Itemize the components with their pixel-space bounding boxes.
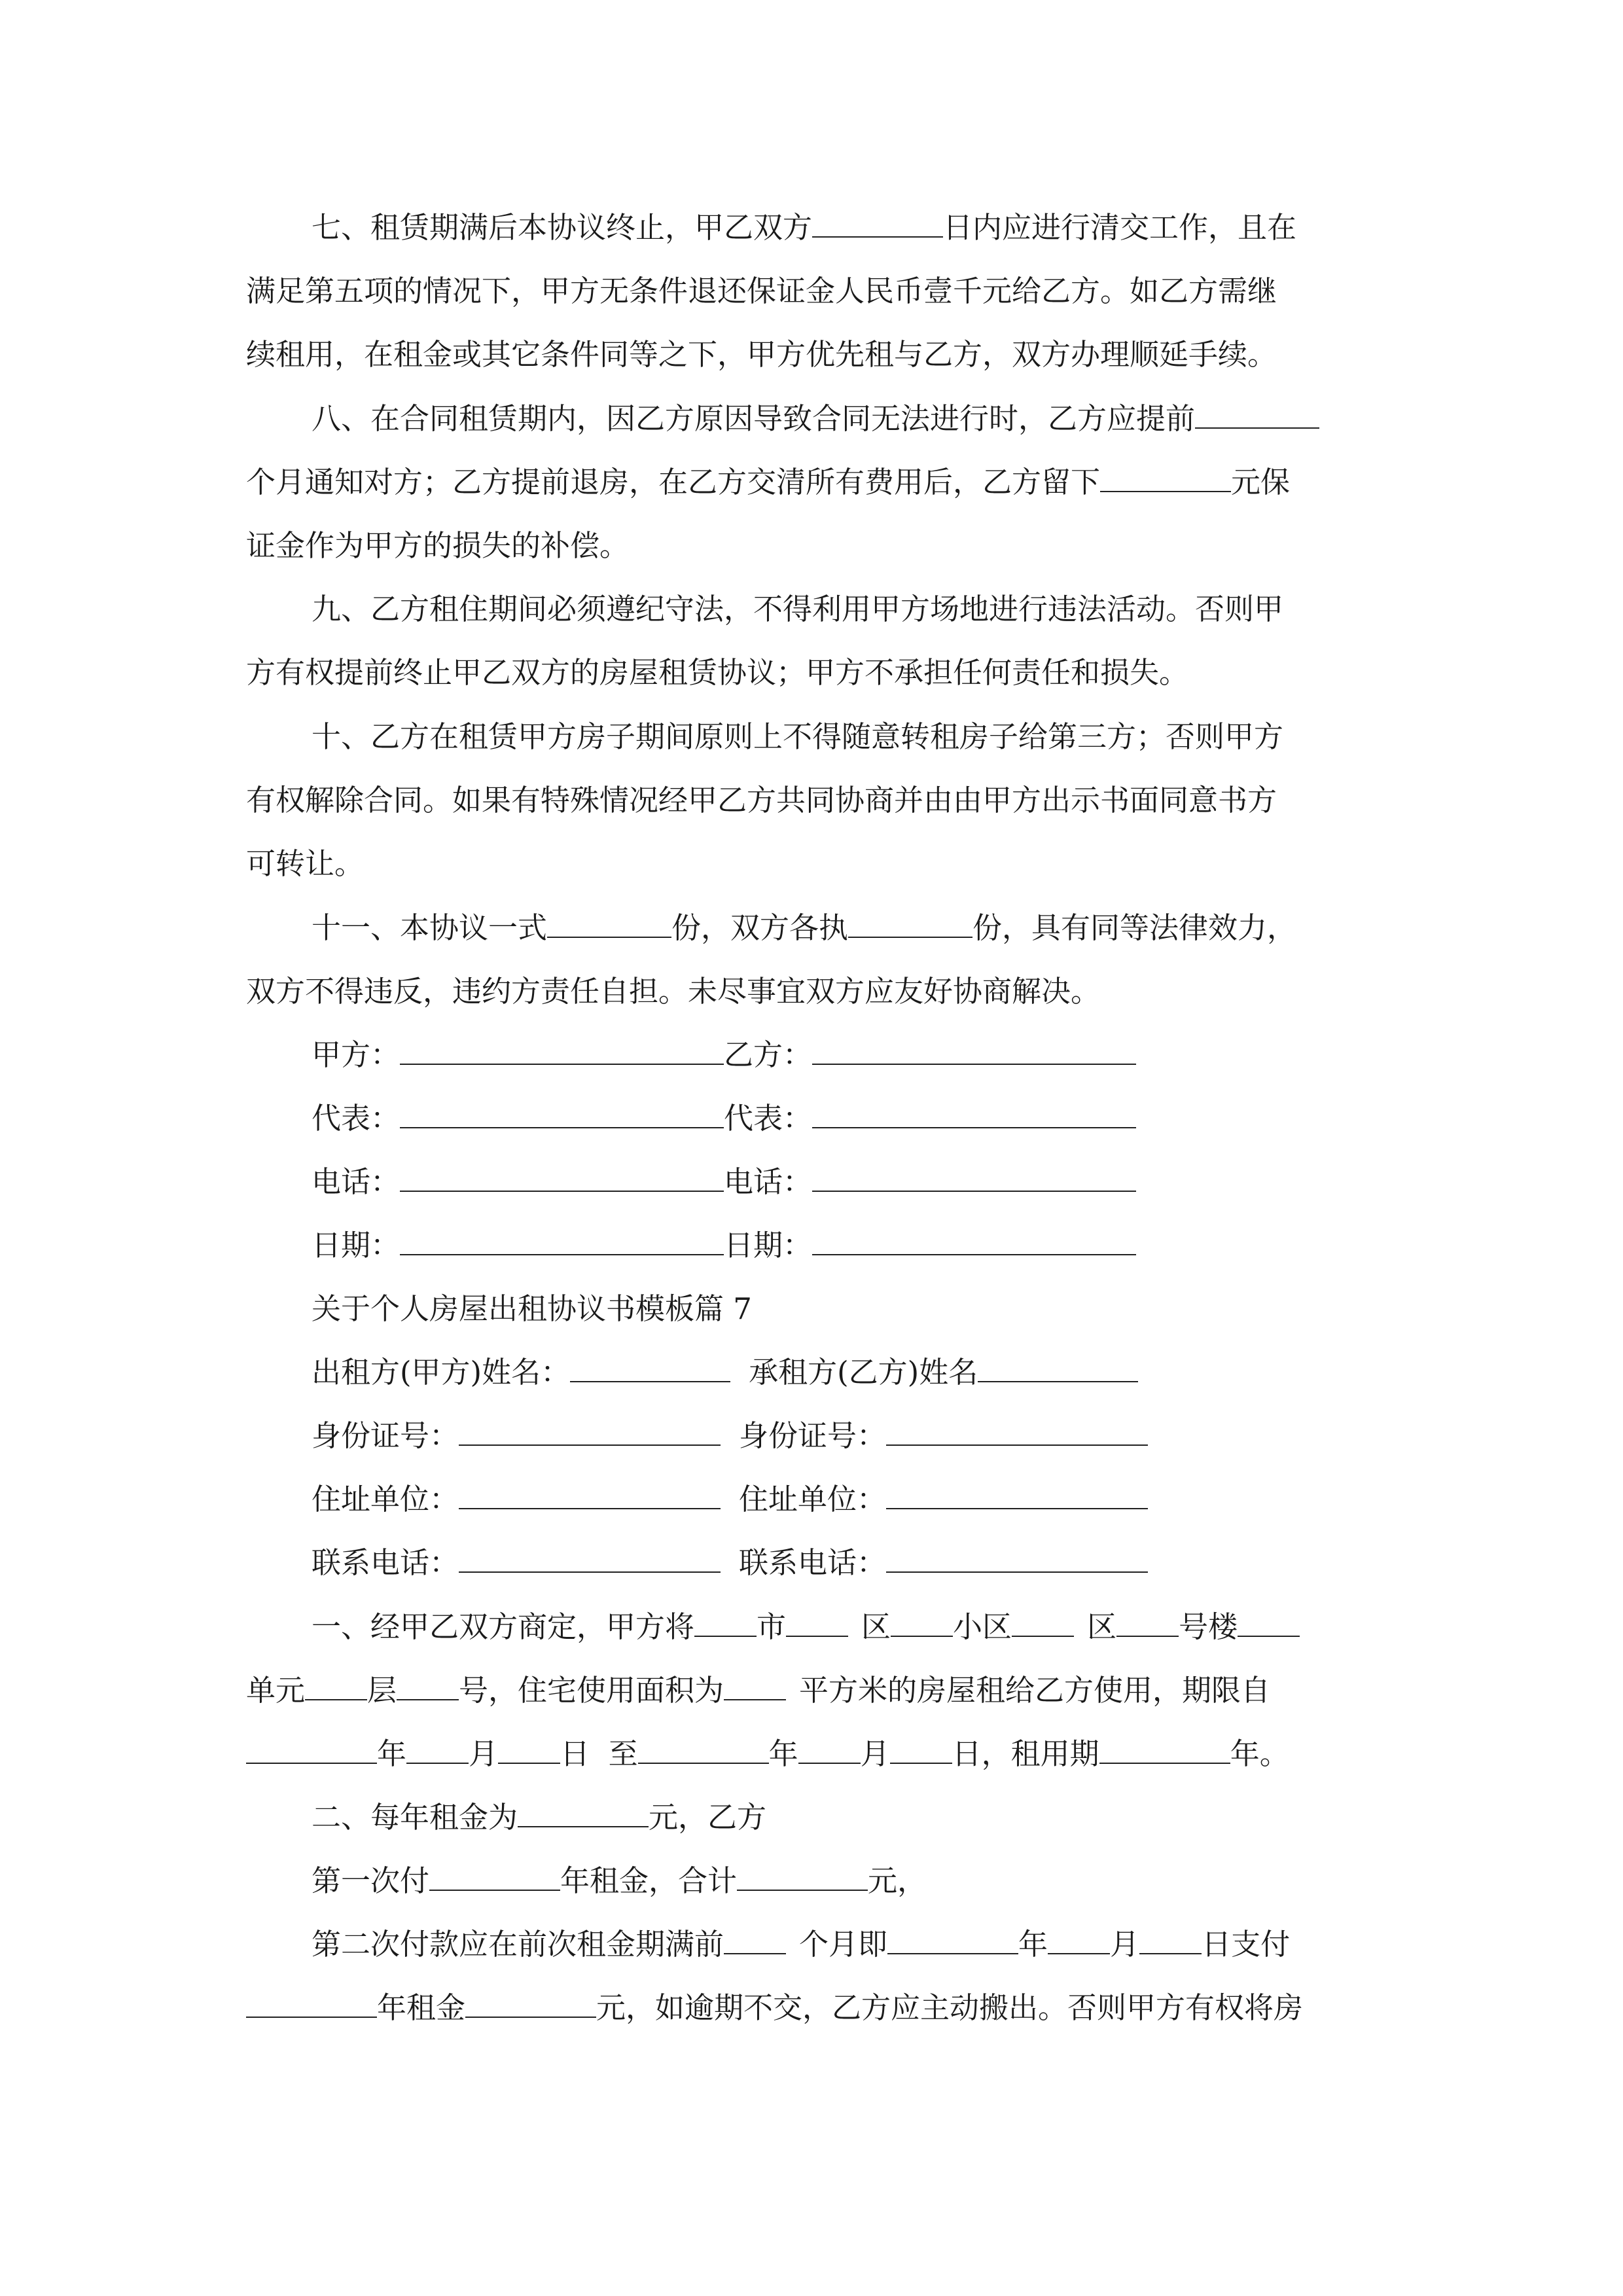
blank-field: [886, 1418, 1148, 1446]
blank-field: [429, 1863, 560, 1891]
blank-field: [406, 1736, 469, 1764]
text: 日 至: [560, 1736, 638, 1771]
text: 住址单位：: [312, 1482, 459, 1516]
blank-field: [812, 1101, 1136, 1128]
text: 份，双方各执: [671, 910, 849, 945]
blank-field: [812, 1228, 1136, 1255]
section11-line2: 双方不得违反，违约方责任自担。未尽事宜双方应友好协商解决。: [246, 974, 1101, 1009]
blank-field: [786, 1609, 848, 1637]
blank-field: [890, 1736, 952, 1764]
text: 电话：: [312, 1164, 401, 1199]
blank-deposit: [1100, 465, 1231, 492]
clause2-line2: [312, 1861, 927, 1901]
blank-field: [459, 1545, 721, 1573]
phone-row: [312, 1543, 1148, 1583]
text: 日支付: [1202, 1927, 1291, 1962]
text: 月: [860, 1736, 890, 1771]
section8-line1: [312, 399, 1319, 439]
text: 乙方：: [724, 1037, 813, 1072]
blank-field: [891, 1609, 953, 1637]
address-row: [312, 1480, 1148, 1519]
text: 二、每年租金为: [312, 1800, 518, 1835]
blank-copies: [547, 910, 671, 938]
text: 身份证号：: [312, 1418, 459, 1453]
text: 号楼: [1179, 1609, 1238, 1644]
text: 单元: [246, 1673, 306, 1708]
blank-lessee-name: [978, 1355, 1138, 1382]
blank-field: [518, 1800, 649, 1827]
text: 月: [469, 1736, 499, 1771]
section7-line2: 满足第五项的情况下，甲方无条件退还保证金人民币壹千元给乙方。如乙方需继: [246, 274, 1277, 308]
text: 号，住宅使用面积为: [459, 1673, 724, 1708]
signature-row-rep: [312, 1099, 1136, 1138]
section9-line2: 方有权提前终止甲乙双方的房屋租赁协议；甲方不承担任何责任和损失。: [246, 655, 1189, 690]
text: 代表：: [724, 1101, 813, 1136]
section8-line3: 证金作为甲方的损失的补偿。: [246, 528, 630, 563]
section10-line1: 十、乙方在租赁甲方房子期间原则上不得随意转租房子给第三方；否则甲方: [312, 719, 1284, 754]
blank-field: [886, 1482, 1148, 1509]
text: 身份证号：: [739, 1418, 887, 1453]
text: 八、在合同租赁期内，因乙方原因导致合同无法进行时，乙方应提前: [312, 401, 1196, 436]
text: 日期：: [312, 1228, 401, 1263]
clause1-line2: [246, 1671, 1270, 1710]
text: 月: [1110, 1927, 1140, 1962]
text: 日期：: [724, 1228, 813, 1263]
text: 市: [757, 1609, 787, 1644]
text: 个月即: [799, 1927, 888, 1962]
blank-field: [886, 1545, 1148, 1573]
text: 小区: [953, 1609, 1012, 1644]
blank-field: [1012, 1609, 1074, 1637]
text: 承租方(乙方)姓名: [749, 1355, 978, 1390]
text: 联系电话：: [312, 1545, 459, 1580]
blank-field: [400, 1101, 724, 1128]
section11-line1: [312, 908, 1296, 948]
blank-field: [1116, 1609, 1179, 1637]
blank-field: [812, 1037, 1136, 1065]
text: 电话：: [724, 1164, 813, 1199]
clause2-line4: [246, 1988, 1303, 2028]
text: 一、经甲乙双方商定，甲方将: [312, 1609, 695, 1644]
blank-field: [397, 1673, 459, 1700]
blank-field: [400, 1164, 724, 1192]
text: 年。: [1230, 1736, 1289, 1771]
text: 代表：: [312, 1101, 401, 1136]
signature-row-party: [312, 1035, 1136, 1075]
blank-copies-each: [848, 910, 972, 938]
blank-field: [1139, 1927, 1202, 1954]
text: 区: [1087, 1609, 1117, 1644]
blank-field: [400, 1037, 724, 1065]
parties-row: [312, 1353, 1138, 1392]
text: 元，如逾期不交，乙方应主动搬出。否则甲方有权将房: [596, 1990, 1304, 2025]
signature-row-phone: [312, 1162, 1136, 1202]
text: 七、租赁期满后本协议终止，甲乙双方: [312, 210, 813, 245]
blank-field: [459, 1482, 721, 1509]
blank-days: [812, 210, 943, 238]
text: 个月通知对方；乙方提前退房，在乙方交清所有费用后，乙方留下: [246, 465, 1101, 499]
blank-months: [1195, 401, 1319, 429]
text: 层: [367, 1673, 397, 1708]
clause2-line1: [312, 1798, 766, 1837]
blank-field: [246, 1736, 377, 1764]
blank-field: [887, 1927, 1018, 1954]
signature-row-date: [312, 1226, 1136, 1265]
section-title: 关于个人房屋出租协议书模板篇 7: [312, 1291, 752, 1326]
section10-line3: 可转让。: [246, 846, 365, 881]
text: 平方米的房屋租给乙方使用，期限自: [799, 1673, 1271, 1708]
text: 年租金，合计: [560, 1863, 738, 1898]
text: 住址单位：: [739, 1482, 887, 1516]
blank-field: [1099, 1736, 1230, 1764]
text: 元，: [868, 1863, 927, 1898]
text: 联系电话：: [739, 1545, 887, 1580]
blank-field: [694, 1609, 757, 1637]
section8-line2: [246, 463, 1290, 502]
clause2-line3: [312, 1925, 1290, 1964]
section10-line2: 有权解除合同。如果有特殊情况经甲乙方共同协商并由由甲方出示书面同意书方: [246, 783, 1277, 817]
text: 区: [861, 1609, 891, 1644]
blank-field: [1238, 1609, 1300, 1637]
text: 年租金: [377, 1990, 466, 2025]
text: 元保: [1231, 465, 1291, 499]
section7-line1: [312, 208, 1296, 247]
blank-field: [737, 1863, 868, 1891]
blank-field: [400, 1228, 724, 1255]
blank-field: [498, 1736, 560, 1764]
text: 第二次付款应在前次租金期满前: [312, 1927, 724, 1962]
id-row: [312, 1416, 1148, 1456]
text: 年: [1018, 1927, 1048, 1962]
clause1-line3: [246, 1734, 1289, 1774]
blank-field: [305, 1673, 367, 1700]
text: 日，租用期: [952, 1736, 1099, 1771]
text: 第一次付: [312, 1863, 430, 1898]
blank-field: [1048, 1927, 1110, 1954]
blank-field: [812, 1164, 1136, 1192]
blank-lessor-name: [570, 1355, 730, 1382]
text: 日内应进行清交工作，且在: [943, 210, 1297, 245]
blank-field: [724, 1673, 786, 1700]
text: 元，乙方: [649, 1800, 767, 1835]
text: 十一、本协议一式: [312, 910, 548, 945]
blank-field: [246, 1990, 377, 2018]
blank-field: [638, 1736, 769, 1764]
blank-field: [724, 1927, 786, 1954]
section9-line1: 九、乙方租住期间必须遵纪守法，不得利用甲方场地进行违法活动。否则甲: [312, 592, 1284, 626]
text: 年: [768, 1736, 798, 1771]
text: 份，具有同等法律效力，: [972, 910, 1297, 945]
blank-field: [465, 1990, 596, 2018]
text: 出租方(甲方)姓名：: [312, 1355, 571, 1390]
section7-line3: 续租用，在租金或其它条件同等之下，甲方优先租与乙方，双方办理顺延手续。: [246, 337, 1277, 372]
blank-field: [798, 1736, 861, 1764]
text: 甲方：: [312, 1037, 401, 1072]
clause1-line1: [312, 1607, 1300, 1647]
text: 年: [377, 1736, 407, 1771]
blank-field: [459, 1418, 721, 1446]
